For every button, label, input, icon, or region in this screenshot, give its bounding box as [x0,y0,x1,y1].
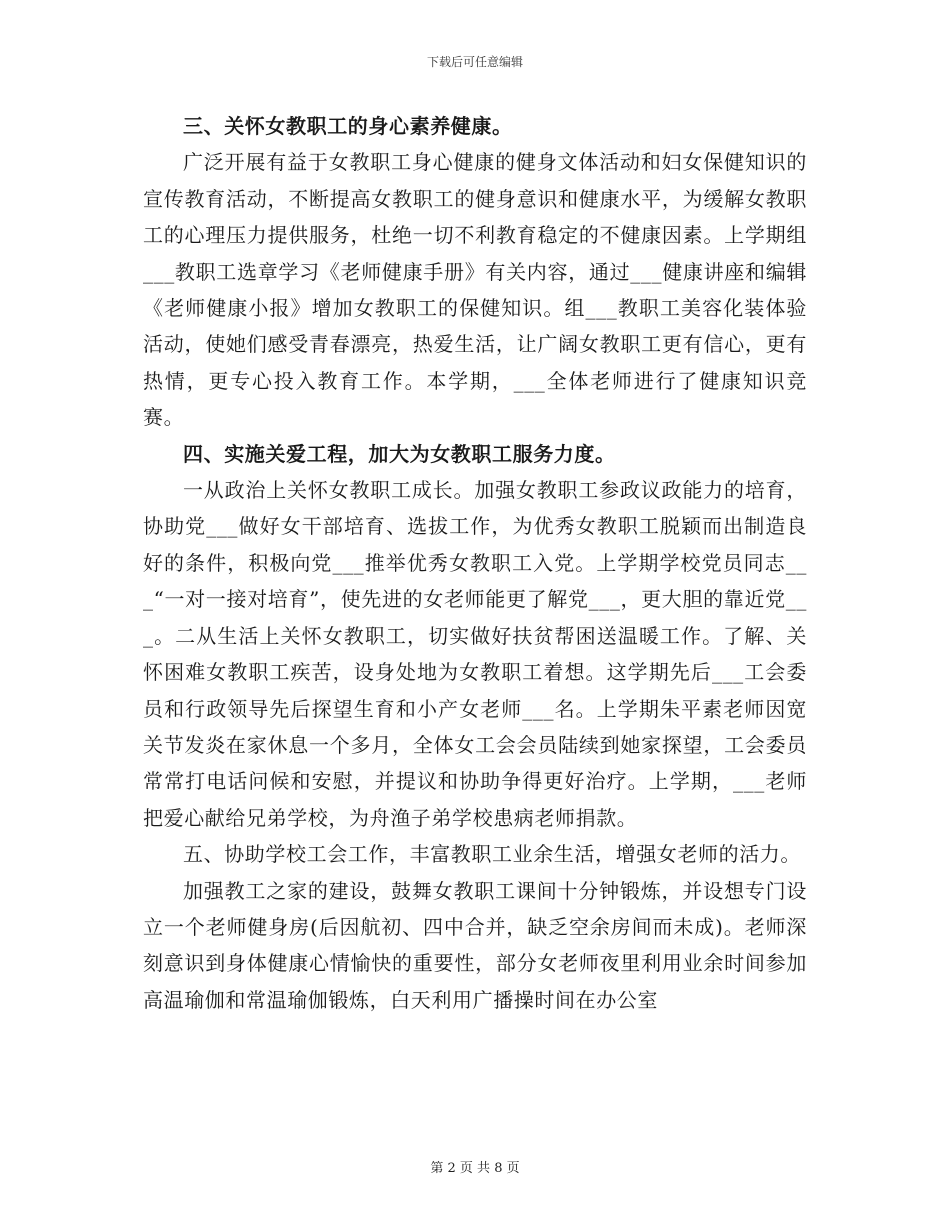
section-5-paragraph: 加强教工之家的建设，鼓舞女教职工课间十分钟锻炼，并设想专门设立一个老师健身房(后因航初、四中合并，缺乏空余房间而未成)。老师深刻意识到身体健康心情愉快的重要性，部分女老师夜里利用业余时间参加高温瑜伽和常温瑜伽锻炼，白天利用广播操时间在办公室 [143,878,807,1012]
page-number: 第 2 页 共 8 页 [430,1161,520,1176]
section-4-heading: 四、实施关爱工程，加大为女教职工服务力度。 [183,441,616,466]
section-3-heading: 三、关怀女教职工的身心素养健康。 [183,114,513,138]
page-header: 下载后可任意编辑 [426,55,523,69]
document-body [143,108,807,1018]
section-5-heading: 五、协助学校工会工作，丰富教职工业余生活，增强女老师的活力。 [183,842,801,867]
section-4-paragraph: 一从政治上关怀女教职工成长。加强女教职工参政议政能力的培育，协助党___做好女干部培育、选拔工作，为优秀女教职工脱颖而出制造良好的条件，积极向党___推举优秀女教职工入党。上学期学校党员同志___“一对一接对培育”，使先进的女老师能更了解党___，更大胆的靠近党___。二从生活上关怀女教职工，切实做好扶贫帮困送温暖工作。了解、关怀困难女教职工疾苦，设身处地为女教职工着想。这学期先后___工会委员和行政领导先后探望生育和小产女老师___名。上学期朱平素老师因宽关节发炎在家休息一个多月，全体女工会会员陆续到她家探望，工会委员常常打电话问候和安慰，并提议和协助争得更好治疗。上学期，___老师把爱心献给兄弟学校，为舟渔子弟学校患病老师捐款。 [143,478,807,830]
section-3-paragraph: 广泛开展有益于女教职工身心健康的健身文体活动和妇女保健知识的宣传教育活动，不断提高女教职工的健身意识和健康水平，为缓解女教职工的心理压力提供服务，杜绝一切不利教育稳定的不健康因素。上学期组___教职工选章学习《老师健康手册》有关内容，通过___健康讲座和编辑《老师健康小报》增加女教职工的保健知识。组___教职工美容化装体验活动，使她们感受青春漂亮，热爱生活，让广阔女教职工更有信心，更有热情，更专心投入教育工作。本学期，___全体老师进行了健康知识竞赛。 [143,150,807,430]
